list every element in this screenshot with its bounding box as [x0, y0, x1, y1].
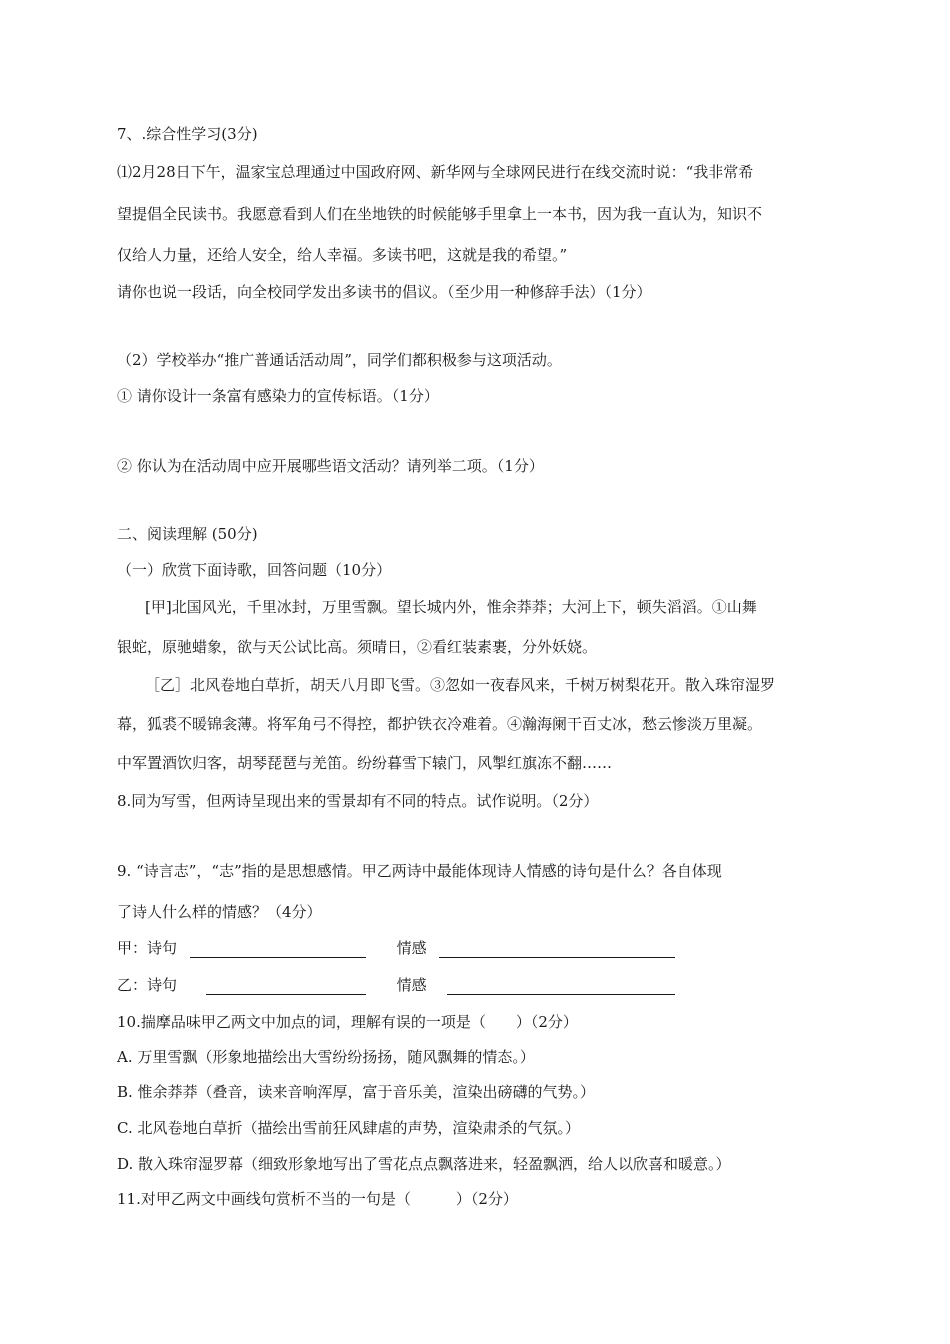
- q8: 8.同为写雪，但两诗呈现出来的雪景却有不同的特点。试作说明。（2分）: [117, 792, 599, 810]
- q10-option-a: A. 万里雪飘（形象地描绘出大雪纷纷扬扬，随风飘舞的情态。）: [117, 1048, 535, 1066]
- poem-yi-line1: ［乙］北风卷地白草折，胡天八月即飞雪。③忽如一夜春风来，千树万树梨花开。散入珠帘湿罗: [145, 676, 776, 694]
- q9-line1: 9. “诗言志”，“志”指的是思想感情。甲乙两诗中最能体现诗人情感的诗句是什么？各自体现: [117, 862, 722, 880]
- q9-yi-emotion-label: 情感: [396, 976, 427, 994]
- q9-yi-row: [117, 975, 675, 995]
- poem-yi-line2: 幕，狐裘不暖锦衾薄。将军角弓不得控，都护铁衣冷难着。④瀚海阑干百丈冰，愁云惨淡万里凝。: [117, 715, 763, 733]
- q9-jia-emotion-blank[interactable]: [439, 941, 675, 958]
- poem-jia-line2: 银蛇，原驰蜡象，欲与天公试比高。须晴日，②看红装素裹，分外妖娆。: [117, 638, 598, 656]
- q7-p1-line2: 望提倡全民读书。我愿意看到人们在坐地铁的时候能够手里拿上一本书，因为我一直认为，知识不: [117, 205, 763, 223]
- q9-yi-poem-blank[interactable]: [206, 978, 366, 995]
- q7-p1-line1: ⑴2月28日下午，温家宝总理通过中国政府网、新华网与全球网民进行在线交流时说：“我非常希: [117, 163, 754, 181]
- section2-sub1: （一）欣赏下面诗歌，回答问题（10分）: [117, 561, 392, 579]
- q9-jia-emotion-label: 情感: [396, 939, 427, 957]
- section2-title: 二、阅读理解 (50分): [117, 525, 258, 543]
- q7-p2-q2: ② 你认为在活动周中应开展哪些语文活动？请列举二项。（1分）: [117, 457, 544, 475]
- q7-p2-q1: ① 请你设计一条富有感染力的宣传标语。（1分）: [117, 387, 439, 405]
- poem-yi-line3: 中军置酒饮归客，胡琴琵琶与羌笛。纷纷暮雪下辕门，风掣红旗冻不翻……: [117, 754, 613, 772]
- q10-option-c: C. 北风卷地白草折（描绘出雪前狂风肆虐的声势，渲染肃杀的气氛。）: [117, 1119, 580, 1137]
- q10: 10.揣摩品味甲乙两文中加点的词，理解有误的一项是（ ）（2分）: [117, 1013, 578, 1031]
- q9-yi-label: 乙：诗句: [117, 976, 178, 994]
- q7-p1-line3: 仅给人力量，还给人安全，给人幸福。多读书吧，这就是我的希望。”: [117, 246, 568, 264]
- poem-jia-line1: [甲]北国风光，千里冰封，万里雪飘。望长城内外，惟余莽莽；大河上下，顿失滔滔。①山舞: [145, 598, 757, 616]
- q9-jia-poem-blank[interactable]: [190, 941, 366, 958]
- q9-jia-row: [117, 938, 675, 958]
- q7-p1-task: 请你也说一段话，向全校同学发出多读书的倡议。（至少用一种修辞手法）（1分）: [117, 283, 652, 301]
- q9-line2: 了诗人什么样的情感？（4分）: [117, 903, 322, 921]
- q7-title: 7、.综合性学习(3分): [117, 125, 258, 143]
- q9-yi-emotion-blank[interactable]: [447, 978, 675, 995]
- q10-option-b: B. 惟余莽莽（叠音，读来音响浑厚，富于音乐美，渲染出磅礴的气势。）: [117, 1083, 596, 1101]
- q11: 11.对甲乙两文中画线句赏析不当的一句是（ ）（2分）: [117, 1190, 518, 1208]
- q10-option-d: D. 散入珠帘湿罗幕（细致形象地写出了雪花点点飘落进来，轻盈飘洒，给人以欣喜和暖意。）: [117, 1155, 731, 1173]
- q7-p2-intro: （2）学校举办“推广普通话活动周”，同学们都积极参与这项活动。: [117, 351, 562, 369]
- q9-jia-label: 甲：诗句: [117, 939, 178, 957]
